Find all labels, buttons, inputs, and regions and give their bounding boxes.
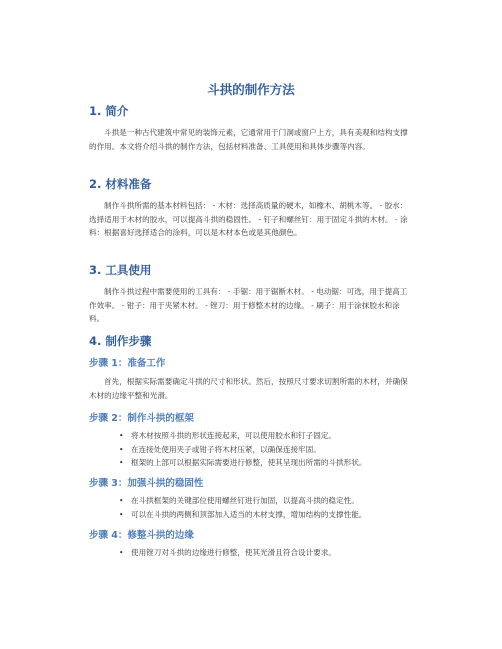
step-heading-3: 步骤 3：加强斗拱的稳固性 bbox=[89, 478, 204, 489]
section-paragraph-tools: 制作斗拱过程中需要使用的工具有： - 手锯：用于锯断木材。 - 电动锯：可选，用于提高工作效率。 - 钳子：用于夹紧木材。 - 锉刀：用于修整木材的边缘。 - 刷子：用于涂抹胶水和涂料。 bbox=[89, 287, 408, 323]
bullet-icon: • bbox=[119, 444, 124, 454]
list-item bbox=[89, 508, 419, 522]
list-item bbox=[89, 429, 419, 443]
step-heading-1: 步骤 1：准备工作 bbox=[89, 358, 166, 369]
bullet-text: 可以在斗拱的两侧和顶部加入适当的木材支撑，增加结构的支撑性能。 bbox=[131, 509, 367, 519]
section-paragraph-intro: 斗拱是一种古代建筑中常见的装饰元素，它通常用于门洞或窗户上方，具有美观和结构支撑的作用。本文将介绍斗拱的制作方法，包括材料准备、工具使用和具体步骤等内容。 bbox=[89, 128, 408, 151]
step-heading-2: 步骤 2：制作斗拱的框架 bbox=[89, 413, 194, 424]
section-heading-materials: 2. 材料准备 bbox=[89, 177, 152, 191]
bullet-text: 将木材按照斗拱的形状连接起来，可以使用胶水和钉子固定。 bbox=[131, 431, 337, 440]
step-4-bullet-list bbox=[89, 546, 419, 560]
step-3-bullet-list bbox=[89, 494, 419, 521]
bullet-text: 在连接处使用夹子或钳子将木材压紧，以确保连接牢固。 bbox=[131, 444, 321, 454]
bullet-icon: • bbox=[119, 548, 124, 557]
bullet-icon: • bbox=[119, 458, 124, 467]
list-item bbox=[89, 494, 419, 508]
step-2-bullet-list bbox=[89, 429, 419, 470]
section-heading-steps: 4. 制作步骤 bbox=[89, 334, 152, 348]
step-paragraph-1: 首先，根据实际需要确定斗拱的尺寸和形状。然后，按照尺寸要求切割所需的木材，并确保木材的边缘平整和光滑。 bbox=[89, 377, 408, 400]
document-title: 斗拱的制作方法 bbox=[207, 82, 295, 97]
bullet-text: 在斗拱框架的关键部位使用螺丝钉进行加固，以提高斗拱的稳定性。 bbox=[131, 496, 359, 505]
bullet-icon: • bbox=[119, 496, 124, 505]
section-paragraph-materials: 制作斗拱所需的基本材料包括： - 木材：选择高质量的硬木，如橡木、胡桃木等。 - 胶水：选择适用于木材的胶水，可以提高斗拱的稳固性。 - 钉子和螺丝钉：用于固定斗拱的木材。 - 涂料：根据喜好选择适合的涂料，可以是木材本色或是其他颜色。 bbox=[89, 201, 408, 237]
list-item bbox=[89, 456, 419, 470]
step-heading-4: 步骤 4：修整斗拱的边缘 bbox=[89, 530, 194, 541]
bullet-icon: • bbox=[119, 431, 124, 440]
section-heading-tools: 3. 工具使用 bbox=[89, 263, 152, 277]
bullet-text: 框架的上部可以根据实际需要进行修整，使其呈现出所需的斗拱形状。 bbox=[131, 458, 367, 467]
list-item bbox=[89, 443, 419, 457]
list-item bbox=[89, 546, 419, 560]
bullet-icon: • bbox=[119, 509, 124, 519]
bullet-text: 使用锉刀对斗拱的边缘进行修整，使其光滑且符合设计要求。 bbox=[131, 548, 337, 557]
section-heading-intro: 1. 简介 bbox=[89, 104, 129, 118]
